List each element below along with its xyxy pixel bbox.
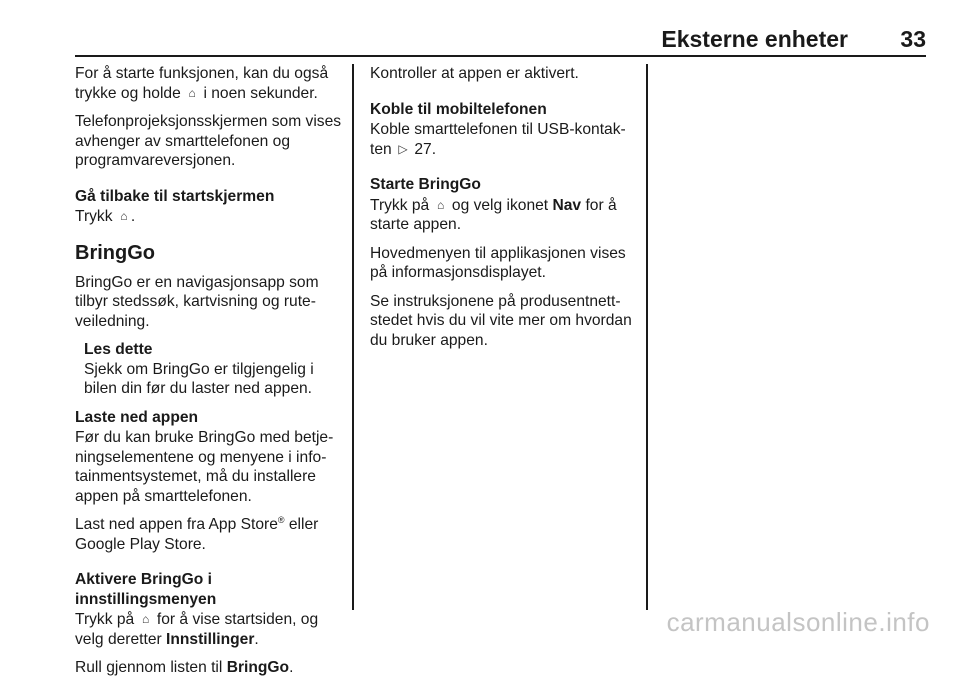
column-left (75, 64, 345, 687)
column-divider-left (352, 64, 354, 610)
note-box (75, 340, 345, 399)
home-icon: ⌂ (141, 612, 150, 626)
heading-download: Laste ned appen (75, 408, 199, 426)
heading-back-to-home: Gå tilbake til startskjermen (75, 187, 275, 205)
heading-connect-phone: Koble til mobiltelefonen (370, 100, 547, 118)
paragraph-instructions: Se instruksjonene på produsentnett-stedet hvis du vil vite mer om hvordan du bruker appen. (370, 292, 632, 349)
heading-bringgo: BringGo (75, 241, 155, 264)
paragraph-projection: Telefonprojeksjonsskjermen som vises avhenger av smarttelefonen og programvareversjonen. (75, 113, 342, 169)
paragraph-check-active: Kontroller at appen er aktivert. (370, 65, 579, 82)
paragraph-start-function: For å starte funksjonen, kan du også trykke og holde ⌂ i noen sekunder. (75, 65, 329, 102)
column-right (370, 64, 638, 359)
reference-arrow-icon: ▷ (398, 141, 408, 156)
note-title: Les dette (84, 341, 153, 358)
paragraph-back: Trykk ⌂ . (75, 208, 136, 225)
paragraph-stores: Last ned appen fra App Store® eller Google Play Store. (75, 514, 319, 553)
heading-start-bringgo: Starte BringGo (370, 176, 481, 193)
paragraph-download: Før du kan bruke BringGo med betje-ningselementene og menyene i info-tainmentsystemet, må du installere appen på smarttelefonen. (75, 429, 334, 505)
settings-label: Innstillinger (166, 630, 255, 648)
paragraph-start: Trykk på ⌂ og velg ikonet Nav for å starte appen. (370, 196, 617, 233)
note-text: Sjekk om BringGo er tilgjengelig i bilen din før du laster ned appen. (84, 360, 314, 397)
page-title: Eksterne enheter (661, 26, 848, 52)
column-divider-right (646, 64, 648, 610)
page-number: 33 (900, 26, 926, 52)
page-header (75, 26, 926, 52)
paragraph-scroll: Rull gjennom listen til BringGo. (75, 659, 294, 676)
nav-label: Nav (552, 196, 582, 214)
bringgo-label: BringGo (226, 659, 290, 676)
paragraph-main-menu: Hovedmenyen til applikasjonen vises på informasjonsdisplayet. (370, 244, 626, 281)
home-icon: ⌂ (188, 85, 196, 100)
paragraph-activate: Trykk på ⌂ for å vise startsiden, og velg deretter Innstillinger. (75, 611, 319, 648)
home-icon: ⌂ (436, 197, 445, 212)
home-icon: ⌂ (120, 209, 128, 223)
header-rule (75, 55, 926, 57)
paragraph-bringgo-desc: BringGo er en navigasjonsapp som tilbyr stedssøk, kartvisning og rute-veiledning. (75, 273, 319, 330)
registered-mark: ® (277, 514, 285, 525)
heading-activate: Aktivere BringGo i innstillingsmenyen (75, 571, 217, 608)
watermark: carmanualsonline.info (666, 607, 930, 637)
paragraph-connect: Koble smarttelefonen til USB-kontak-ten ▷ 27. (370, 121, 626, 158)
